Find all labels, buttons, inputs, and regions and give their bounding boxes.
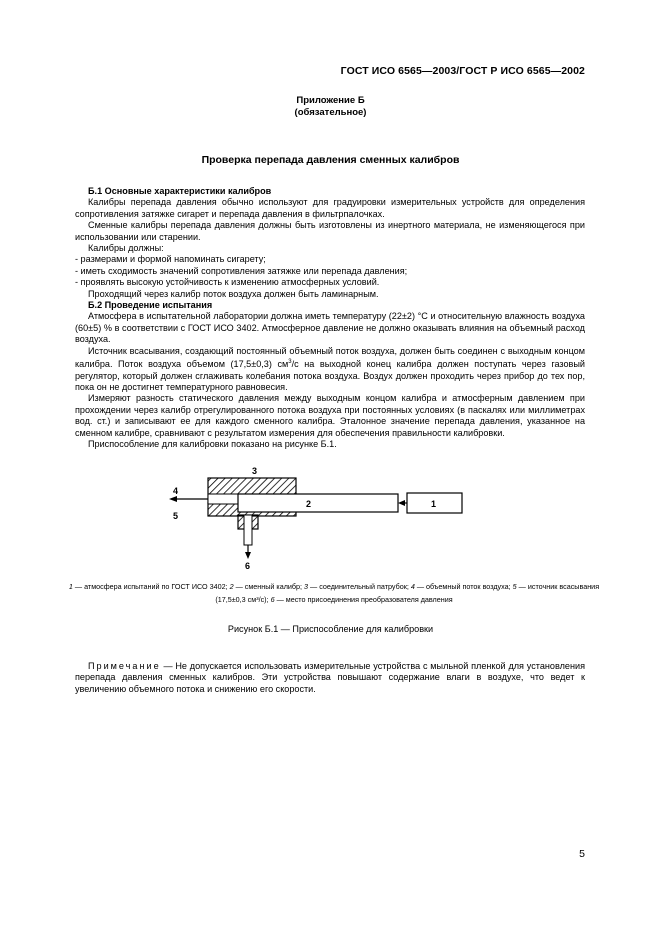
label-5: 5 (173, 511, 179, 521)
calibration-diagram (165, 467, 465, 572)
b1-paragraph-4: Проходящий через калибр поток воздуха должен быть ламинарным. (88, 288, 379, 299)
section-title: Проверка перепада давления сменных калибров (201, 154, 460, 166)
page-number: 5 (579, 848, 585, 860)
appendix-title: Приложение Б (296, 95, 365, 106)
label-4: 4 (173, 486, 179, 496)
b1-list-item: - иметь сходимость значений сопротивления затяжке или перепада давления; (75, 265, 408, 276)
note (75, 661, 585, 695)
b1-paragraph-2: Сменные калибры перепада давления должны быть изготовлены из инертного материала, не изменяющегося при использовании или старении. (75, 220, 585, 242)
b2-paragraph-4: Приспособление для калибровки показано на рисунке Б.1. (88, 438, 337, 449)
note-label: Примечание (88, 661, 161, 671)
b1-list-item: - размерами и формой напоминать сигарету; (75, 254, 266, 265)
label-3: 3 (252, 467, 258, 476)
b2-paragraph-2: Источник всасывания, создающий постоянный объемный поток воздуха, должен быть соединен с выходным концом калибра. Поток воздуха объемом (17,5±0,3) $см^3/с$ на выходной конец калибра должен поступать через газовый регулятор, который должен сглаживать колебания потока воздуха. Воздух должен проходить через прибор до тех пор, пока он не достигнет температурного равновесия. (75, 345, 585, 392)
label-2: 2 (306, 499, 312, 509)
label-1: 1 (431, 499, 437, 509)
b1-paragraph-3: Калибры должны: (88, 243, 164, 254)
label-6: 6 (245, 561, 251, 571)
note-text: — Не допускается использовать измерительные устройства с мыльной пленкой для установления перепада давления сменных калибров. Эти устройства повышают содержание влаги в воздухе, что ведет к увеличению объемного потока и снижению его скорости. (75, 661, 585, 694)
pressure-port-arrow (245, 552, 251, 559)
b1-list-item: - проявлять высокую устойчивость к изменению атмосферных условий. (75, 277, 380, 288)
calibration-figure (165, 467, 465, 577)
b1-heading: Б.1 Основные характеристики калибров (88, 186, 272, 196)
outflow-arrow-head (169, 496, 177, 502)
b2-heading: Б.2 Проведение испытания (88, 300, 213, 311)
body-text (75, 186, 585, 450)
document-header: ГОСТ ИСО 6565—2003/ГОСТ Р ИСО 6565—2002 (340, 65, 585, 77)
appendix-status: (обязательное) (294, 107, 367, 118)
b1-paragraph-1: Калибры перепада давления обычно используют для градуировки измерительных устройств для определения сопротивления затяжке сигарет и перепада давления в фильтрпалочках. (75, 197, 585, 219)
b2-paragraph-1: Атмосфера в испытательной лаборатории должна иметь температуру (22±2) °С и относительную влажность воздуха (60±5) % в соответствии с ГОСТ ИСО 3402. Атмосферное давление не должно оказывать влияния на объемный расход воздуха. (75, 311, 585, 345)
inflow-arrow-head (398, 500, 405, 506)
figure-caption: Рисунок Б.1 — Приспособление для калибровки (227, 624, 434, 634)
b2-paragraph-3: Измеряют разность статического давления между выходным концом калибра и атмосферным давлением при прохождении через калибр отрегулированного потока воздуха при постоянных условиях (в паскалях или миллиметрах вод. ст.) и записывают ее для каждого сменного калибра. Эталонное значение перепада давления, указанное на сменном калибре, сравнивают с результатом измерения для обеспечения правильности калибровки. (75, 393, 585, 438)
figure-legend: 1 — атмосфера испытаний по ГОСТ ИСО 3402; 2 — сменный калибр; 3 — соединительный патрубок; 4 — объемный поток воздуха; 5 — источник всасывания (17,5±0,3 см³/с); 6 — место присоединения преобразователя давления (68, 582, 600, 604)
calibrator-tube (238, 494, 398, 512)
